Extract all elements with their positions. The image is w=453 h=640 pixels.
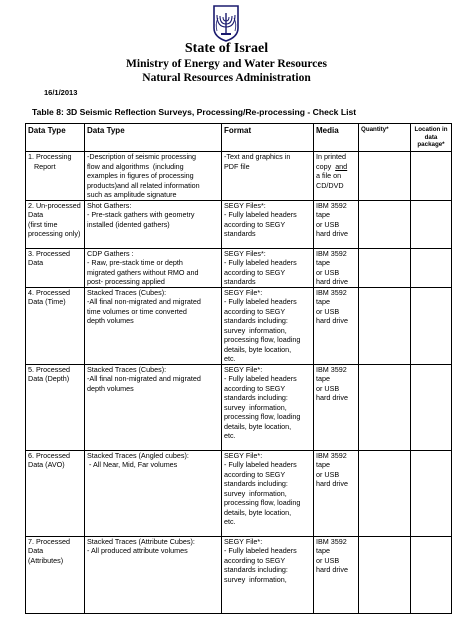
cell-data-type (26, 200, 85, 248)
state-heading: State of Israel (184, 41, 269, 56)
cell-format-line: survey information, (224, 488, 287, 498)
cell-format-line: standards including: (224, 316, 288, 325)
cell-media-line: tape (316, 374, 330, 383)
check-list-table (25, 123, 452, 614)
cell-media-line: copy and (316, 161, 348, 171)
cell-description-line: post- processing applied (87, 277, 165, 286)
cell-format-line: details, byte location, (224, 344, 292, 354)
cell-format-line: according to SEGY (224, 383, 286, 393)
cell-format (222, 364, 314, 450)
cell-format-line: SEGY Files*: (224, 248, 266, 258)
header-data-type-description: Data Type (85, 124, 222, 152)
table-header-row (26, 124, 452, 152)
cell-data-type (26, 536, 85, 613)
cell-description-line: Stacked Traces (Angled cubes): (87, 450, 189, 460)
cell-description-line: - All Near, Mid, Far volumes (87, 460, 178, 469)
cell-data-type-line: Data (Time) (28, 297, 66, 306)
cell-location[interactable] (411, 287, 452, 364)
cell-format-line: SEGY Files*: (224, 200, 266, 210)
cell-description-line: installed (idented gathers) (87, 219, 170, 229)
cell-description-line: -All final non-migrated and migrated (87, 374, 201, 383)
cell-quantity[interactable] (359, 287, 411, 364)
header-data-type: Data Type (26, 124, 85, 152)
cell-media (314, 152, 359, 201)
table-row (26, 248, 452, 287)
cell-media-line: or USB (316, 267, 340, 277)
cell-description (85, 450, 222, 536)
cell-format (222, 536, 314, 613)
cell-media-line: hard drive (316, 565, 348, 574)
header-quantity: Quantity* (359, 124, 411, 152)
cell-media (314, 450, 359, 536)
cell-format-line: standards including: (224, 393, 288, 402)
cell-media-line: hard drive (316, 316, 348, 325)
cell-data-type (26, 450, 85, 536)
cell-format-line: etc. (224, 431, 236, 440)
cell-media-line: IBM 3592 (316, 287, 347, 297)
cell-description (85, 536, 222, 613)
cell-format-line: processing flow, loading (224, 335, 301, 344)
cell-description-line: - All produced attribute volumes (87, 546, 188, 555)
cell-format-line: according to SEGY (224, 306, 286, 316)
cell-media-line: tape (316, 460, 330, 469)
cell-description-line: examples in figures of processing (87, 171, 194, 180)
cell-location[interactable] (411, 200, 452, 248)
cell-data-type-line: Data (28, 546, 44, 555)
cell-media-line: or USB (316, 555, 340, 565)
administration-heading: Natural Resources Administration (142, 72, 311, 84)
cell-description-line: -Description of seismic processing (87, 152, 197, 161)
cell-format (222, 450, 314, 536)
cell-location[interactable] (411, 248, 452, 287)
table-row (26, 536, 452, 613)
cell-media (314, 536, 359, 613)
cell-media-line: hard drive (316, 479, 348, 488)
cell-data-type (26, 364, 85, 450)
cell-format-line: details, byte location, (224, 507, 292, 517)
cell-data-type (26, 248, 85, 287)
cell-format-line: standards including: (224, 565, 288, 574)
cell-media-line: IBM 3592 (316, 248, 347, 258)
cell-location[interactable] (411, 364, 452, 450)
cell-data-type-line: Report (28, 161, 56, 171)
cell-format-line: standards (224, 229, 256, 238)
cell-description-line: depth volumes (87, 316, 134, 325)
header-media: Media (314, 124, 359, 152)
cell-description-line: migrated gathers without RMO and (87, 267, 199, 277)
cell-format-line: standards (224, 277, 256, 286)
cell-media-line: or USB (316, 219, 340, 229)
cell-format-line: processing flow, loading (224, 498, 301, 507)
cell-quantity[interactable] (359, 450, 411, 536)
state-emblem-icon (211, 4, 241, 42)
cell-format-line: processing flow, loading (224, 412, 301, 421)
cell-format-line: - Fully labeled headers (224, 210, 297, 219)
cell-media (314, 287, 359, 364)
cell-media-line: or USB (316, 469, 340, 479)
cell-format-line: - Fully labeled headers (224, 546, 297, 555)
cell-data-type-line: (Attributes) (28, 555, 64, 565)
cell-description-line: - Pre-stack gathers with geometry (87, 210, 195, 219)
cell-description-line: time volumes or time converted (87, 306, 187, 316)
cell-media-line: tape (316, 258, 330, 267)
cell-quantity[interactable] (359, 536, 411, 613)
cell-description (85, 287, 222, 364)
cell-data-type-line: Data (Depth) (28, 374, 70, 383)
cell-location[interactable] (411, 450, 452, 536)
cell-format-line: - Fully labeled headers (224, 460, 297, 469)
cell-description-line: depth volumes (87, 383, 134, 393)
cell-description (85, 248, 222, 287)
cell-format-line: survey information, (224, 325, 287, 335)
cell-format-line: SEGY File*: (224, 450, 263, 460)
cell-description-line: CDP Gathers : (87, 248, 134, 258)
cell-media-line: tape (316, 546, 330, 555)
cell-format-line: - Fully labeled headers (224, 258, 297, 267)
cell-format-line: PDF file (224, 161, 250, 171)
cell-data-type-line: processing only) (28, 229, 81, 238)
cell-media-line: a file on (316, 171, 342, 180)
cell-description-line: - Raw, pre-stack time or depth (87, 258, 183, 267)
cell-quantity[interactable] (359, 364, 411, 450)
cell-format-line: survey information, (224, 402, 287, 412)
cell-location[interactable] (411, 536, 452, 613)
cell-data-type-line: 5. Processed (28, 364, 70, 374)
cell-format-line: etc. (224, 517, 236, 526)
cell-data-type-line: 1. Processing (28, 152, 72, 161)
cell-format (222, 248, 314, 287)
cell-format-line: according to SEGY (224, 555, 286, 565)
cell-media-line: IBM 3592 (316, 200, 347, 210)
cell-quantity[interactable] (359, 200, 411, 248)
cell-data-type-line: 6. Processed (28, 450, 70, 460)
cell-media-line: In printed (316, 152, 346, 161)
cell-format (222, 152, 314, 201)
cell-format-line: according to SEGY (224, 267, 286, 277)
cell-description (85, 152, 222, 201)
cell-data-type-line: 3. Processed (28, 248, 70, 258)
cell-format-line: SEGY File*: (224, 287, 263, 297)
cell-description-line: Stacked Traces (Cubes): (87, 287, 167, 297)
cell-media-line: tape (316, 210, 330, 219)
cell-quantity[interactable] (359, 248, 411, 287)
table-row (26, 450, 452, 536)
cell-data-type-line: 7. Processed (28, 536, 70, 546)
cell-data-type-line: Data (AVO) (28, 460, 65, 469)
cell-media-line: or USB (316, 383, 340, 393)
cell-data-type-line: 4. Processed (28, 287, 70, 297)
cell-description (85, 364, 222, 450)
cell-quantity[interactable] (359, 152, 411, 201)
cell-format-line: details, byte location, (224, 421, 292, 431)
ministry-heading: Ministry of Energy and Water Resources (126, 58, 327, 70)
table-body (26, 152, 452, 614)
cell-media-line: or USB (316, 306, 340, 316)
header-format: Format (222, 124, 314, 152)
table-row (26, 152, 452, 201)
cell-media-line: hard drive (316, 393, 348, 402)
cell-format-line: SEGY File*: (224, 364, 263, 374)
cell-data-type (26, 152, 85, 201)
cell-format-line: etc. (224, 354, 236, 363)
cell-media (314, 200, 359, 248)
table-title: Table 8: 3D Seismic Reflection Surveys, Processing/Re-processing - Check List (32, 107, 357, 117)
cell-description-line: Stacked Traces (Cubes): (87, 364, 167, 374)
cell-format-line: -Text and graphics in (224, 152, 291, 161)
cell-format-line: - Fully labeled headers (224, 374, 297, 383)
cell-media-line: IBM 3592 (316, 450, 347, 460)
cell-media-line: IBM 3592 (316, 536, 347, 546)
cell-description-line: Stacked Traces (Attribute Cubes): (87, 536, 195, 546)
cell-media-line: hard drive (316, 229, 348, 238)
cell-format-line: - Fully labeled headers (224, 297, 297, 306)
cell-media-line: IBM 3592 (316, 364, 347, 374)
cell-description (85, 200, 222, 248)
cell-description-line: such as amplitude signature (87, 190, 177, 199)
cell-format-line: standards including: (224, 479, 288, 488)
cell-media (314, 364, 359, 450)
cell-format-line: SEGY File*: (224, 536, 263, 546)
cell-data-type-line: Data (28, 258, 44, 267)
cell-location[interactable] (411, 152, 452, 201)
table-row (26, 364, 452, 450)
cell-description-line: flow and algorithms (including (87, 161, 184, 171)
cell-data-type (26, 287, 85, 364)
cell-media (314, 248, 359, 287)
cell-media-line: hard drive (316, 277, 348, 286)
table-row (26, 200, 452, 248)
cell-data-type-line: 2. Un-processed (28, 200, 81, 210)
header-location: Location in data package* (411, 124, 452, 152)
cell-format (222, 200, 314, 248)
cell-description-line: Shot Gathers: (87, 200, 132, 210)
cell-description-line: -All final non-migrated and migrated (87, 297, 201, 306)
cell-media-line: CD/DVD (316, 180, 344, 190)
cell-data-type-line: Data (28, 210, 44, 219)
cell-format (222, 287, 314, 364)
cell-format-line: according to SEGY (224, 219, 286, 229)
cell-media-line: tape (316, 297, 330, 306)
document-date: 16/1/2013 (44, 88, 78, 97)
cell-data-type-line: (first time (28, 219, 58, 229)
table-row (26, 287, 452, 364)
cell-format-line: survey information, (224, 574, 287, 584)
cell-format-line: according to SEGY (224, 469, 286, 479)
cell-description-line: products)and all related information (87, 180, 200, 190)
